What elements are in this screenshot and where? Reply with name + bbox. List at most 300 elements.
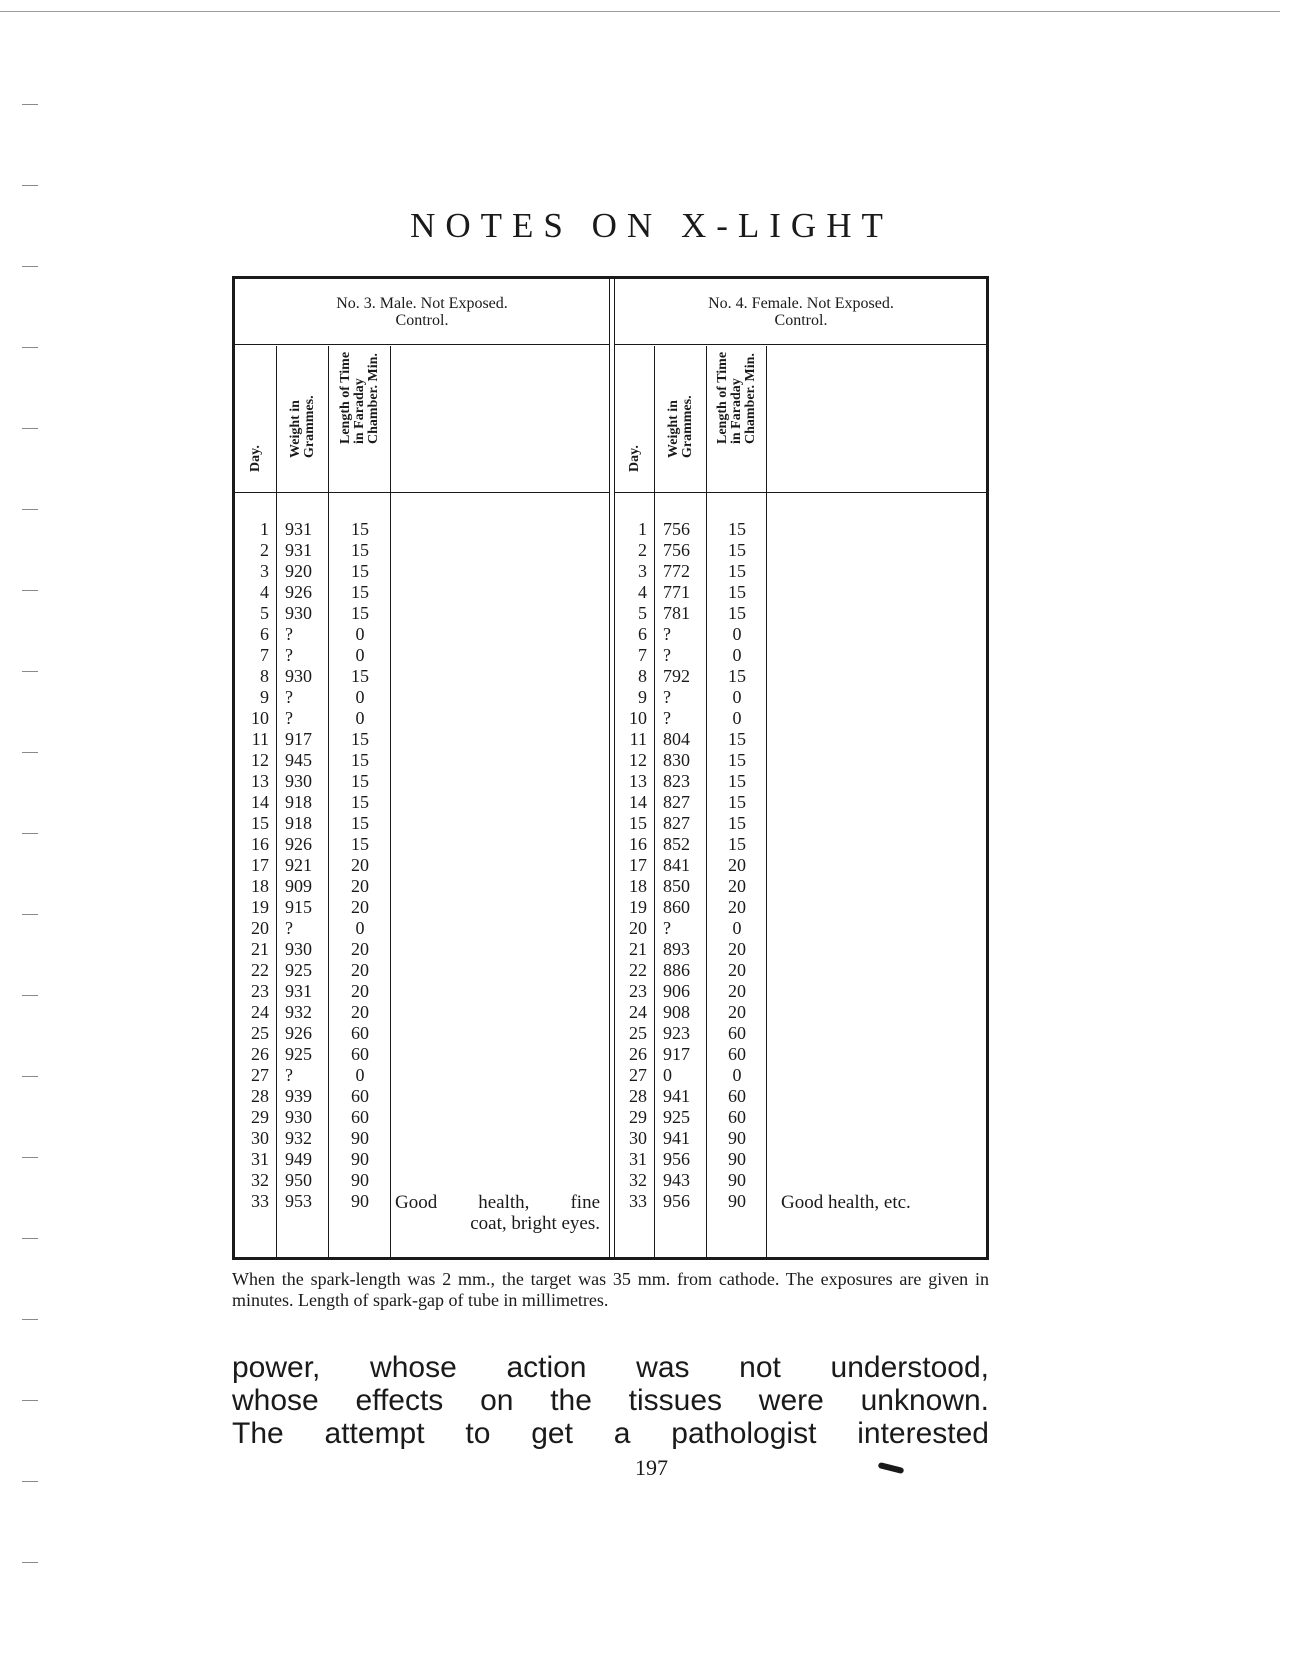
table-row bbox=[235, 981, 609, 1002]
cell-weight: ? bbox=[663, 687, 671, 707]
cell-weight: 756 bbox=[663, 519, 690, 539]
cell-weight: ? bbox=[663, 708, 671, 728]
table-row bbox=[235, 708, 609, 729]
cell-weight: 931 bbox=[285, 519, 312, 539]
cell-time: 90 bbox=[728, 1149, 746, 1169]
table-row bbox=[615, 603, 987, 624]
cell-time: 15 bbox=[728, 561, 746, 581]
cell-time: 60 bbox=[728, 1086, 746, 1106]
table-row bbox=[235, 771, 609, 792]
cell-day: 1 bbox=[638, 519, 647, 539]
table-row bbox=[615, 519, 987, 540]
col-header-line: in Faraday bbox=[351, 378, 367, 444]
cell-day: 4 bbox=[260, 582, 269, 602]
cell-day: 23 bbox=[251, 981, 269, 1001]
cell-time: 0 bbox=[732, 918, 742, 938]
col-header-weight bbox=[655, 346, 707, 493]
cell-time: 90 bbox=[351, 1191, 369, 1211]
cell-day: 2 bbox=[638, 540, 647, 560]
margin-tick bbox=[22, 1076, 38, 1077]
cell-day: 11 bbox=[629, 729, 647, 749]
cell-day: 21 bbox=[251, 939, 269, 959]
cell-time: 20 bbox=[728, 1002, 746, 1022]
cell-weight: 908 bbox=[663, 1002, 690, 1022]
cell-weight: ? bbox=[285, 624, 293, 644]
col-header-label: Day. bbox=[247, 445, 263, 472]
cell-day: 4 bbox=[638, 582, 647, 602]
cell-day: 3 bbox=[260, 561, 269, 581]
table-row bbox=[615, 1086, 987, 1107]
cell-day: 6 bbox=[638, 624, 647, 644]
cell-day: 9 bbox=[260, 687, 269, 707]
margin-tick bbox=[22, 995, 38, 996]
cell-weight: 886 bbox=[663, 960, 690, 980]
cell-weight: 950 bbox=[285, 1170, 312, 1190]
cell-day: 16 bbox=[251, 834, 269, 854]
cell-weight: ? bbox=[663, 918, 671, 938]
table-row bbox=[235, 855, 609, 876]
margin-tick bbox=[22, 1481, 38, 1482]
cell-time: 15 bbox=[728, 519, 746, 539]
cell-day: 32 bbox=[251, 1170, 269, 1190]
cell-day: 22 bbox=[251, 960, 269, 980]
group-header-line: No. 4. Female. Not Exposed. bbox=[708, 295, 894, 312]
margin-tick bbox=[22, 752, 38, 753]
margin-tick bbox=[22, 185, 38, 186]
cell-weight: 956 bbox=[663, 1149, 690, 1169]
cell-time: 20 bbox=[728, 876, 746, 896]
cell-time: 20 bbox=[351, 960, 369, 980]
margin-tick bbox=[22, 1238, 38, 1239]
cell-day: 9 bbox=[638, 687, 647, 707]
cell-time: 0 bbox=[355, 624, 365, 644]
cell-day: 17 bbox=[629, 855, 647, 875]
cell-time: 20 bbox=[728, 897, 746, 917]
cell-weight: 923 bbox=[663, 1023, 690, 1043]
cell-weight: 860 bbox=[663, 897, 690, 917]
table-row bbox=[235, 1128, 609, 1149]
cell-weight: 772 bbox=[663, 561, 690, 581]
table-row bbox=[615, 561, 987, 582]
cell-weight: ? bbox=[285, 645, 293, 665]
cell-time: 15 bbox=[728, 582, 746, 602]
cell-day: 30 bbox=[251, 1128, 269, 1148]
margin-tick bbox=[22, 509, 38, 510]
table-row bbox=[615, 1149, 987, 1170]
col-header-remarks bbox=[767, 346, 987, 493]
cell-weight: 756 bbox=[663, 540, 690, 560]
page-title: NOTES ON X-LIGHT bbox=[410, 206, 893, 245]
cell-day: 3 bbox=[638, 561, 647, 581]
cell-time: 15 bbox=[728, 540, 746, 560]
remark-line: coat, bright eyes. bbox=[470, 1213, 600, 1234]
table-footnote: When the spark-length was 2 mm., the target was 35 mm. from cathode. The exposures are given in minutes. Length of spark-gap of tube in millimetres. bbox=[232, 1269, 989, 1310]
col-header-label bbox=[667, 395, 695, 458]
cell-day: 19 bbox=[251, 897, 269, 917]
table-half-male bbox=[235, 279, 610, 1257]
table-row bbox=[615, 960, 987, 981]
cell-time: 15 bbox=[728, 750, 746, 770]
cell-time: 0 bbox=[732, 1065, 742, 1085]
table-row bbox=[235, 1149, 609, 1170]
cell-time: 20 bbox=[728, 855, 746, 875]
cell-time: 15 bbox=[351, 792, 369, 812]
remark-line: Good health, fine bbox=[395, 1192, 600, 1213]
table-row bbox=[615, 939, 987, 960]
table-row bbox=[235, 729, 609, 750]
cell-time: 60 bbox=[351, 1107, 369, 1127]
cell-day: 22 bbox=[629, 960, 647, 980]
cell-day: 26 bbox=[251, 1044, 269, 1064]
cell-weight: 930 bbox=[285, 939, 312, 959]
table-row bbox=[235, 939, 609, 960]
cell-day: 8 bbox=[260, 666, 269, 686]
table-row bbox=[615, 729, 987, 750]
cell-weight: 920 bbox=[285, 561, 312, 581]
margin-tick bbox=[22, 1562, 38, 1563]
margin-tick bbox=[22, 1157, 38, 1158]
cell-weight: 930 bbox=[285, 603, 312, 623]
table-row bbox=[615, 750, 987, 771]
scan-top-edge bbox=[0, 11, 1280, 12]
margin-tick bbox=[22, 590, 38, 591]
table-row bbox=[615, 582, 987, 603]
table-row bbox=[235, 750, 609, 771]
cell-time: 15 bbox=[728, 813, 746, 833]
cell-weight: ? bbox=[285, 1065, 293, 1085]
cell-time: 15 bbox=[351, 771, 369, 791]
cell-time: 15 bbox=[351, 813, 369, 833]
table-row bbox=[235, 1023, 609, 1044]
cell-weight: ? bbox=[663, 624, 671, 644]
table-row bbox=[615, 1128, 987, 1149]
cell-day: 32 bbox=[629, 1170, 647, 1190]
cell-weight: ? bbox=[285, 918, 293, 938]
table-row bbox=[615, 540, 987, 561]
cell-weight: 827 bbox=[663, 813, 690, 833]
group-header-line: No. 3. Male. Not Exposed. bbox=[336, 295, 508, 312]
table-row bbox=[615, 1170, 987, 1191]
cell-time: 0 bbox=[732, 645, 742, 665]
col-header-label bbox=[716, 352, 758, 444]
cell-day: 29 bbox=[629, 1107, 647, 1127]
col-header-line: Chamber. Min. bbox=[742, 353, 758, 444]
col-header-weight bbox=[277, 346, 329, 493]
cell-weight: 945 bbox=[285, 750, 312, 770]
table-row bbox=[615, 708, 987, 729]
table-row bbox=[235, 519, 609, 540]
col-header-day bbox=[235, 346, 277, 493]
cell-time: 20 bbox=[728, 939, 746, 959]
table-row bbox=[235, 1107, 609, 1128]
cell-day: 31 bbox=[251, 1149, 269, 1169]
data-table bbox=[232, 276, 989, 1260]
cell-weight: 932 bbox=[285, 1002, 312, 1022]
cell-time: 15 bbox=[728, 771, 746, 791]
cell-time: 15 bbox=[728, 834, 746, 854]
cell-day: 8 bbox=[638, 666, 647, 686]
cell-day: 7 bbox=[260, 645, 269, 665]
cell-time: 20 bbox=[351, 876, 369, 896]
cell-time: 15 bbox=[351, 519, 369, 539]
cell-day: 18 bbox=[251, 876, 269, 896]
table-row bbox=[235, 582, 609, 603]
cell-day: 12 bbox=[629, 750, 647, 770]
table-row bbox=[615, 1044, 987, 1065]
cell-day: 5 bbox=[638, 603, 647, 623]
margin-tick bbox=[22, 428, 38, 429]
cell-time: 20 bbox=[351, 1002, 369, 1022]
table-row bbox=[615, 834, 987, 855]
margin-tick bbox=[22, 833, 38, 834]
table-row bbox=[615, 981, 987, 1002]
cell-time: 60 bbox=[728, 1023, 746, 1043]
cell-time: 90 bbox=[728, 1191, 746, 1211]
cell-time: 15 bbox=[728, 666, 746, 686]
cell-day: 24 bbox=[251, 1002, 269, 1022]
col-header-label: Day. bbox=[626, 445, 642, 472]
margin-tick bbox=[22, 914, 38, 915]
cell-time: 0 bbox=[355, 645, 365, 665]
cell-day: 10 bbox=[251, 708, 269, 728]
cell-weight: 918 bbox=[285, 792, 312, 812]
cell-time: 15 bbox=[351, 834, 369, 854]
body-line: The attempt to get a pathologist interested bbox=[232, 1417, 989, 1450]
cell-time: 15 bbox=[728, 729, 746, 749]
group-header-line: Control. bbox=[395, 312, 449, 329]
col-header-line: Grammes. bbox=[679, 395, 695, 458]
cell-weight: 906 bbox=[663, 981, 690, 1001]
cell-weight: 823 bbox=[663, 771, 690, 791]
cell-time: 15 bbox=[351, 582, 369, 602]
cell-weight: 917 bbox=[663, 1044, 690, 1064]
margin-tick bbox=[22, 104, 38, 105]
margin-tick bbox=[22, 671, 38, 672]
cell-weight: 893 bbox=[663, 939, 690, 959]
cell-weight: 852 bbox=[663, 834, 690, 854]
table-row bbox=[235, 687, 609, 708]
cell-weight: ? bbox=[663, 645, 671, 665]
col-header-label bbox=[289, 395, 317, 458]
cell-time: 60 bbox=[351, 1044, 369, 1064]
col-header-remarks bbox=[391, 346, 609, 493]
col-header-day bbox=[615, 346, 655, 493]
cell-day: 25 bbox=[629, 1023, 647, 1043]
cell-day: 33 bbox=[629, 1191, 647, 1211]
cell-day: 27 bbox=[251, 1065, 269, 1085]
table-row bbox=[615, 1023, 987, 1044]
remark-male bbox=[395, 1192, 600, 1234]
cell-weight: 925 bbox=[285, 960, 312, 980]
cell-time: 90 bbox=[728, 1170, 746, 1190]
table-row bbox=[615, 813, 987, 834]
cell-weight: 930 bbox=[285, 771, 312, 791]
cell-weight: 931 bbox=[285, 981, 312, 1001]
cell-day: 19 bbox=[629, 897, 647, 917]
table-row bbox=[235, 603, 609, 624]
table-row bbox=[235, 834, 609, 855]
body-text bbox=[232, 1351, 989, 1450]
cell-weight: 956 bbox=[663, 1191, 690, 1211]
cell-day: 13 bbox=[251, 771, 269, 791]
cell-weight: 926 bbox=[285, 1023, 312, 1043]
cell-time: 20 bbox=[351, 981, 369, 1001]
table-row bbox=[615, 624, 987, 645]
cell-day: 20 bbox=[251, 918, 269, 938]
cell-weight: 918 bbox=[285, 813, 312, 833]
cell-weight: 925 bbox=[285, 1044, 312, 1064]
col-header-line: Chamber. Min. bbox=[365, 353, 381, 444]
cell-weight: 949 bbox=[285, 1149, 312, 1169]
cell-day: 11 bbox=[251, 729, 269, 749]
margin-tick bbox=[22, 1319, 38, 1320]
cell-time: 90 bbox=[728, 1128, 746, 1148]
cell-time: 15 bbox=[351, 666, 369, 686]
col-header-line: Grammes. bbox=[301, 395, 317, 458]
cell-time: 60 bbox=[351, 1023, 369, 1043]
col-header-line: Length of Time bbox=[337, 351, 353, 444]
cell-time: 90 bbox=[351, 1149, 369, 1169]
table-row bbox=[235, 897, 609, 918]
cell-day: 12 bbox=[251, 750, 269, 770]
cell-weight: 804 bbox=[663, 729, 690, 749]
cell-weight: 827 bbox=[663, 792, 690, 812]
table-row bbox=[235, 540, 609, 561]
table-row bbox=[615, 876, 987, 897]
cell-day: 21 bbox=[629, 939, 647, 959]
cell-day: 6 bbox=[260, 624, 269, 644]
cell-time: 20 bbox=[351, 897, 369, 917]
table-row bbox=[235, 624, 609, 645]
cell-day: 18 bbox=[629, 876, 647, 896]
cell-weight: 0 bbox=[663, 1065, 672, 1085]
cell-weight: 941 bbox=[663, 1128, 690, 1148]
cell-day: 25 bbox=[251, 1023, 269, 1043]
cell-day: 13 bbox=[629, 771, 647, 791]
cell-day: 33 bbox=[251, 1191, 269, 1211]
page-number: 197 bbox=[635, 1455, 668, 1480]
cell-time: 15 bbox=[351, 729, 369, 749]
table-row bbox=[615, 666, 987, 687]
cell-weight: 943 bbox=[663, 1170, 690, 1190]
cell-time: 0 bbox=[355, 1065, 365, 1085]
col-header-line: Length of Time bbox=[714, 351, 730, 444]
table-row bbox=[615, 792, 987, 813]
cell-time: 20 bbox=[728, 981, 746, 1001]
cell-day: 31 bbox=[629, 1149, 647, 1169]
margin-tick bbox=[22, 347, 38, 348]
cell-day: 28 bbox=[251, 1086, 269, 1106]
table-row bbox=[615, 645, 987, 666]
cell-day: 14 bbox=[629, 792, 647, 812]
cell-weight: 931 bbox=[285, 540, 312, 560]
cell-time: 0 bbox=[732, 687, 742, 707]
cell-day: 10 bbox=[629, 708, 647, 728]
col-header-line: Weight in bbox=[665, 400, 681, 458]
cell-day: 28 bbox=[629, 1086, 647, 1106]
cell-weight: 781 bbox=[663, 603, 690, 623]
cell-day: 14 bbox=[251, 792, 269, 812]
cell-time: 0 bbox=[355, 918, 365, 938]
cell-weight: 925 bbox=[663, 1107, 690, 1127]
table-row bbox=[615, 855, 987, 876]
cell-weight: 915 bbox=[285, 897, 312, 917]
cell-day: 17 bbox=[251, 855, 269, 875]
cell-weight: 941 bbox=[663, 1086, 690, 1106]
margin-ticks bbox=[22, 0, 42, 1675]
cell-time: 0 bbox=[355, 687, 365, 707]
table-row bbox=[235, 1065, 609, 1086]
cell-time: 0 bbox=[732, 708, 742, 728]
cell-day: 15 bbox=[251, 813, 269, 833]
table-row bbox=[235, 918, 609, 939]
cell-weight: 909 bbox=[285, 876, 312, 896]
table-row bbox=[615, 918, 987, 939]
cell-time: 20 bbox=[728, 960, 746, 980]
cell-time: 15 bbox=[351, 603, 369, 623]
margin-tick bbox=[22, 266, 38, 267]
table-row bbox=[235, 876, 609, 897]
table-row bbox=[615, 1107, 987, 1128]
cell-weight: 926 bbox=[285, 582, 312, 602]
col-header-line: in Faraday bbox=[728, 378, 744, 444]
cell-day: 26 bbox=[629, 1044, 647, 1064]
table-row bbox=[615, 1065, 987, 1086]
cell-weight: 930 bbox=[285, 1107, 312, 1127]
cell-time: 90 bbox=[351, 1128, 369, 1148]
cell-day: 20 bbox=[629, 918, 647, 938]
cell-day: 27 bbox=[629, 1065, 647, 1085]
cell-day: 29 bbox=[251, 1107, 269, 1127]
table-row bbox=[615, 897, 987, 918]
table-row bbox=[235, 561, 609, 582]
margin-tick bbox=[22, 1400, 38, 1401]
cell-day: 23 bbox=[629, 981, 647, 1001]
cell-weight: 830 bbox=[663, 750, 690, 770]
cell-time: 60 bbox=[728, 1044, 746, 1064]
cell-weight: 953 bbox=[285, 1191, 312, 1211]
body-line: power, whose action was not understood, bbox=[232, 1351, 989, 1384]
table-row bbox=[615, 687, 987, 708]
cell-day: 24 bbox=[629, 1002, 647, 1022]
cell-weight: ? bbox=[285, 687, 293, 707]
cell-weight: 921 bbox=[285, 855, 312, 875]
cell-time: 15 bbox=[351, 540, 369, 560]
col-header-time bbox=[329, 346, 391, 493]
cell-weight: 932 bbox=[285, 1128, 312, 1148]
table-row bbox=[235, 645, 609, 666]
cell-time: 15 bbox=[728, 603, 746, 623]
cell-weight: 841 bbox=[663, 855, 690, 875]
table-row bbox=[235, 1002, 609, 1023]
table-half-female bbox=[614, 279, 987, 1257]
col-header-label bbox=[339, 352, 381, 444]
cell-day: 30 bbox=[629, 1128, 647, 1148]
cell-day: 15 bbox=[629, 813, 647, 833]
table-row bbox=[235, 792, 609, 813]
cell-time: 15 bbox=[351, 561, 369, 581]
col-header-line: Weight in bbox=[287, 400, 303, 458]
cell-weight: 926 bbox=[285, 834, 312, 854]
cell-time: 60 bbox=[351, 1086, 369, 1106]
cell-time: 15 bbox=[351, 750, 369, 770]
cell-weight: 771 bbox=[663, 582, 690, 602]
group-header-male bbox=[235, 279, 609, 345]
group-header-line: Control. bbox=[774, 312, 828, 329]
cell-weight: 939 bbox=[285, 1086, 312, 1106]
table-row bbox=[235, 1044, 609, 1065]
table-row bbox=[235, 1086, 609, 1107]
